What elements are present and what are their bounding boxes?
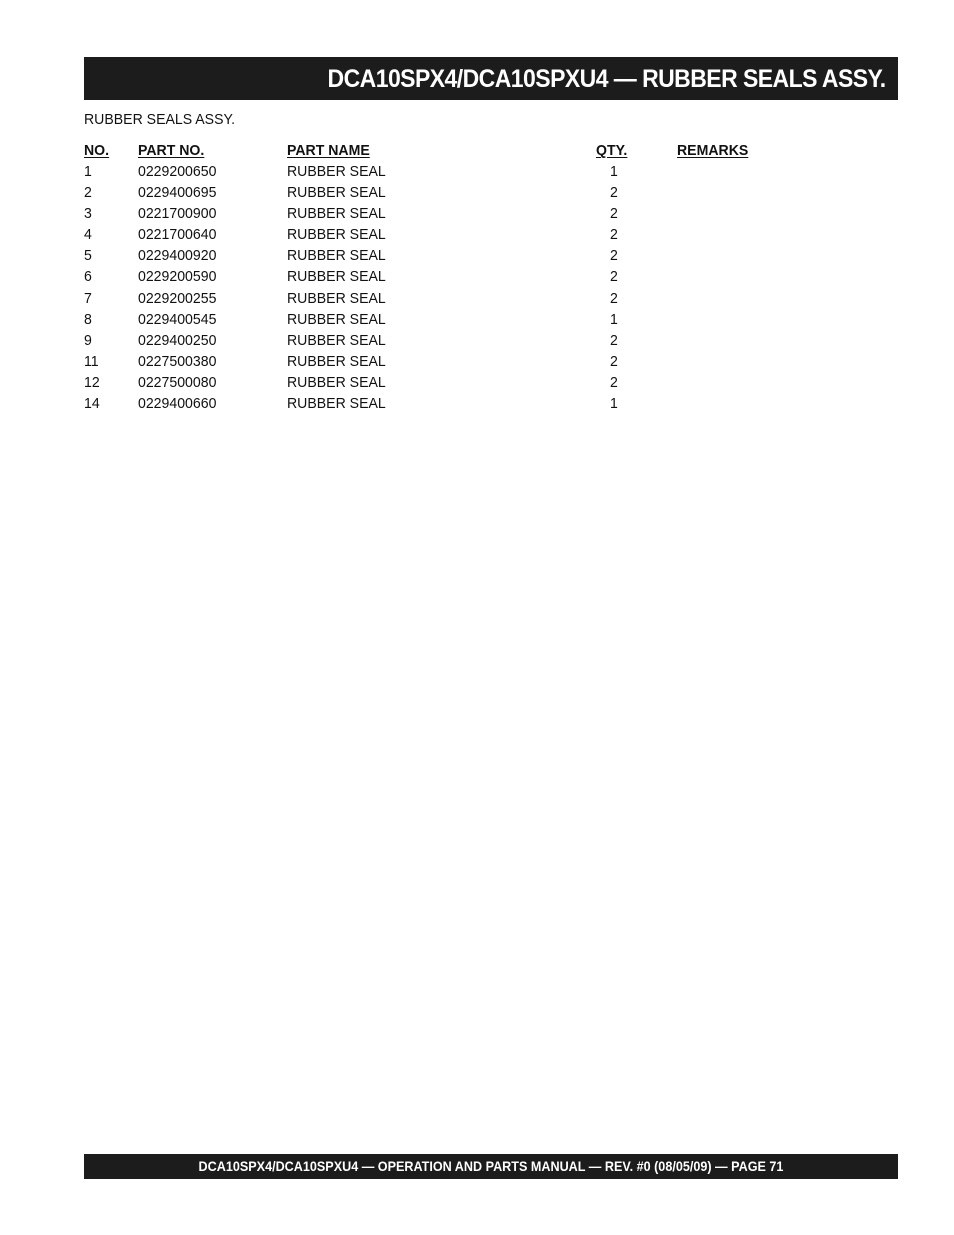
cell-qty: 2 [610,268,618,286]
cell-part-no: 0227500080 [138,373,217,391]
cell-part-name: RUBBER SEAL [287,163,386,180]
cell-no: 2 [84,184,92,202]
cell-no: 8 [84,310,92,328]
table-row [84,330,784,351]
table-row [84,351,784,372]
cell-qty: 1 [610,395,618,413]
parts-table [84,140,784,414]
table-row [84,203,784,224]
column-header-qty: QTY. [596,142,628,159]
cell-part-no: 0229200255 [138,289,217,307]
cell-part-no: 0229200590 [138,268,217,286]
cell-qty: 2 [610,331,618,349]
cell-qty: 2 [610,247,618,265]
cell-part-no: 0221700640 [138,226,217,244]
table-row [84,224,784,245]
cell-no: 5 [84,247,92,265]
cell-qty: 2 [610,352,618,370]
page-footer-text: DCA10SPX4/DCA10SPXU4 — OPERATION AND PARTS MANUAL — REV. #0 (08/05/09) — PAGE 71 [198,1158,784,1174]
table-row [84,182,784,203]
table-row [84,393,784,414]
cell-part-name: RUBBER SEAL [287,226,386,244]
table-row [84,266,784,287]
cell-qty: 2 [610,289,618,307]
cell-part-name: RUBBER SEAL [287,331,386,349]
page-header-bar [84,57,898,100]
column-header-no: NO. [84,142,110,159]
cell-part-name: RUBBER SEAL [287,395,386,413]
column-header-remarks: REMARKS [677,142,749,159]
cell-qty: 1 [610,310,618,328]
section-label: RUBBER SEALS ASSY. [84,111,236,128]
cell-part-name: RUBBER SEAL [287,268,386,286]
column-header-part-name: PART NAME [287,142,370,159]
cell-qty: 2 [610,226,618,244]
cell-part-no: 0229400250 [138,331,217,349]
cell-no: 12 [84,373,100,391]
cell-part-no: 0229200650 [138,163,217,180]
table-header-row [84,140,784,161]
cell-part-name: RUBBER SEAL [287,184,386,202]
cell-part-name: RUBBER SEAL [287,352,386,370]
cell-part-name: RUBBER SEAL [287,289,386,307]
table-row [84,161,784,182]
table-row [84,245,784,266]
cell-no: 6 [84,268,92,286]
page-title: DCA10SPX4/DCA10SPXU4 — RUBBER SEALS ASSY. [327,65,886,93]
cell-part-no: 0229400695 [138,184,217,202]
cell-qty: 2 [610,205,618,223]
cell-no: 11 [84,352,99,370]
cell-qty: 1 [610,163,618,180]
cell-qty: 2 [610,373,618,391]
cell-part-no: 0229400660 [138,395,217,413]
cell-part-name: RUBBER SEAL [287,247,386,265]
cell-qty: 2 [610,184,618,202]
cell-no: 9 [84,331,92,349]
cell-part-no: 0227500380 [138,352,217,370]
cell-no: 7 [84,289,92,307]
column-header-part-no: PART NO. [138,142,205,159]
table-row [84,372,784,393]
cell-no: 4 [84,226,92,244]
cell-no: 3 [84,205,92,223]
cell-no: 1 [84,163,92,180]
cell-part-no: 0229400920 [138,247,217,265]
page-footer-bar [84,1154,898,1179]
table-row [84,309,784,330]
cell-part-no: 0221700900 [138,205,217,223]
cell-part-no: 0229400545 [138,310,217,328]
table-row [84,288,784,309]
cell-part-name: RUBBER SEAL [287,373,386,391]
cell-part-name: RUBBER SEAL [287,205,386,223]
cell-part-name: RUBBER SEAL [287,310,386,328]
cell-no: 14 [84,395,100,413]
